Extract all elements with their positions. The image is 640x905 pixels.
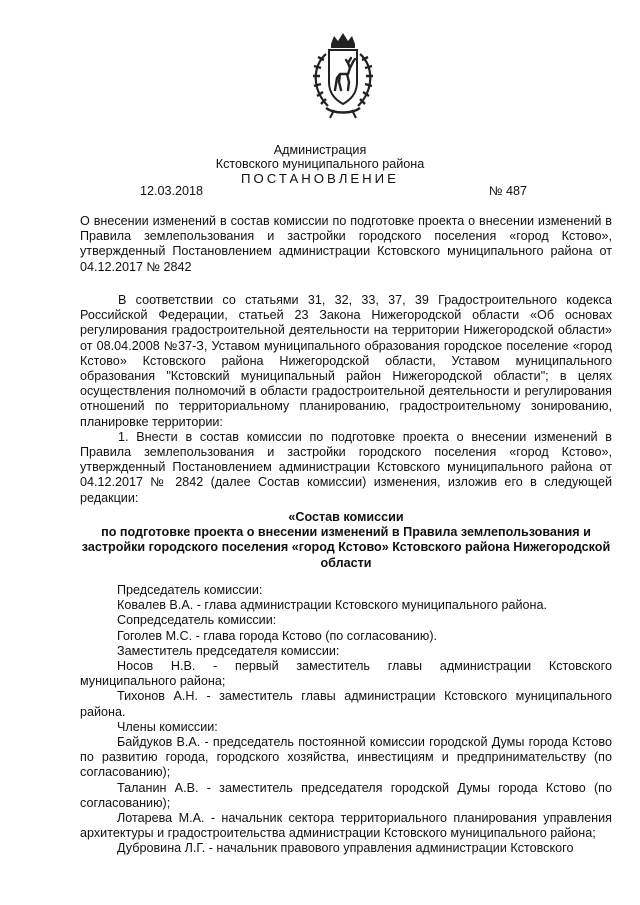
members-list: [80, 583, 612, 857]
list-item: Заместитель председателя комиссии:: [117, 643, 340, 658]
list-item: Таланин А.В. - заместитель председателя городской Думы города Кстово (по согласованию);: [80, 780, 612, 810]
list-item: Дубровина Л.Г. - начальник правового управления администрации Кстовского: [117, 841, 574, 856]
item-1-paragraph: 1. Внести в состав комиссии по подготовке проекта о внесении изменений в Правила землепользования и застройки городского поселения «город Кстово», утвержденный Постановлением администрации Кстовского муниципального района от 04.12.2017 № 2842 (далее Состав комиссии) изменения, изложив его в следующей редакции:: [80, 429, 612, 505]
document-body: [80, 293, 612, 506]
list-item: Сопредседатель комиссии:: [117, 613, 277, 628]
document-type: ПОСТАНОВЛЕНИЕ: [241, 171, 399, 186]
list-item: Лотарева М.А. - начальник сектора территориального планирования управления архитектуры и градостроительства администрации Кстовского муниципального района;: [80, 811, 612, 841]
list-item: Председатель комиссии:: [117, 583, 263, 597]
document-subject: О внесении изменений в состав комиссии по подготовке проекта о внесении изменений в Правила землепользования и застройки городского поселения «город Кстово», утвержденный Постановлением администрации Кстовского муниципального района от 04.12.2017 № 2842: [80, 214, 612, 274]
list-item: Тихонов А.Н. - заместитель главы администрации Кстовского муниципального района.: [80, 689, 612, 719]
composition-heading: [80, 510, 612, 571]
list-item: Байдуков В.А. - председатель постоянной комиссии городской Думы города Кстово по развитию города, городского хозяйства, инвестициям и предпринимательству (по согласованию);: [80, 735, 612, 780]
document-date: 12.03.2018: [140, 184, 204, 198]
issuer-district: Кстовского муниципального района: [215, 157, 425, 171]
composition-heading-line2: по подготовке проекта о внесении изменений в Правила землепользования и застройки городского поселения «город Кстово» Кстовского района Нижегородской области: [81, 525, 611, 570]
preamble-paragraph: В соответствии со статьями 31, 32, 33, 37, 39 Градостроительного кодекса Российской Федерации, статьей 23 Закона Нижегородской области «Об основах регулирования градостроительной деятельности на территории Нижегородской области» от 08.04.2008 №37-З, Уставом муниципального образования городское поселение «город Кстово» Кстовского района Нижегородской области, Уставом муниципального образования "Кстовский муниципальный район Нижегородской области"; в целях осуществления полномочий в области градостроительной деятельности и регулирования отношений по территориальному планированию, градостроительному зонированию, планировке территории:: [80, 293, 612, 429]
document-number: № 487: [489, 184, 528, 198]
list-item: Ковалев В.А. - глава администрации Кстовского муниципального района.: [117, 598, 547, 613]
composition-heading-line1: «Состав комиссии: [288, 510, 404, 524]
issuer-title: Администрация: [273, 143, 367, 157]
list-item: Носов Н.В. - первый заместитель главы администрации Кстовского муниципального района;: [80, 659, 612, 689]
coat-of-arms-icon: [304, 30, 382, 120]
list-item: Гоголев М.С. - глава города Кстово (по согласованию).: [117, 628, 438, 643]
list-item: Члены комиссии:: [117, 719, 218, 734]
